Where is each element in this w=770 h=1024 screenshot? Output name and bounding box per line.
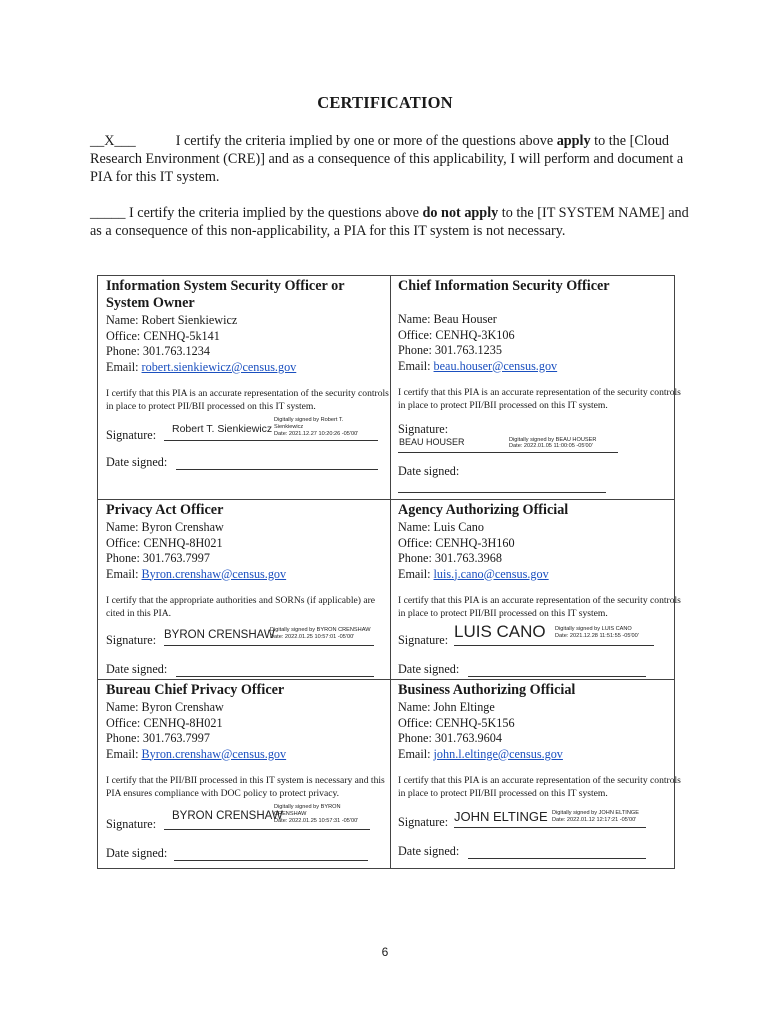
cell-certification: I certify that the PII/BII processed in this IT system is necessary and this PIA ensures compliance with DOC policy to protect privacy. (106, 775, 385, 799)
signature-label: Signature: (106, 633, 157, 647)
email-label: Email: (106, 359, 142, 374)
signature-meta-3: Date: 2022.01.25 10:57:31 -05'00' (274, 818, 359, 824)
date-label: Date signed: (106, 455, 168, 469)
signature-meta-1: Digitally signed by BYRON (274, 804, 341, 810)
cell-title: Information System Security Officer or System Owner (106, 278, 345, 311)
cell-email-row (106, 747, 390, 763)
date-label: Date signed: (106, 846, 168, 860)
cell-name: Name: Byron Crenshaw (106, 700, 224, 714)
signature-line (164, 829, 370, 830)
date-row (398, 464, 682, 494)
cell-ciso (398, 278, 682, 494)
signature-name: LUIS CANO (454, 622, 546, 641)
email-label: Email: (398, 746, 434, 761)
email-link[interactable]: john.l.eltinge@census.gov (433, 746, 563, 761)
cell-title: Privacy Act Officer (106, 502, 224, 518)
cell-isso (106, 278, 390, 473)
signature-row (398, 418, 682, 454)
certification-heading: CERTIFICATION (317, 93, 453, 112)
signature-label: Signature: (106, 428, 157, 442)
signature-line (164, 645, 374, 646)
cell-phone: Phone: 301.763.7997 (106, 731, 210, 745)
signature-line (454, 827, 646, 828)
apply-paragraph (90, 132, 690, 186)
email-label: Email: (398, 358, 434, 373)
signature-name: JOHN ELTINGE (454, 809, 548, 824)
apply-checkmark: __X___ (90, 133, 136, 149)
email-link[interactable]: Byron.crenshaw@census.gov (141, 566, 287, 581)
cell-title: Business Authorizing Official (398, 682, 576, 698)
cell-name: Name: Beau Houser (398, 312, 497, 326)
apply-text-start: I certify the criteria implied by one or more of the questions above (175, 133, 557, 149)
not-apply-text-start: I certify the criteria implied by the questions above (125, 205, 423, 221)
date-row (106, 846, 390, 864)
cell-email-row (398, 567, 682, 583)
not-apply-paragraph (90, 204, 690, 240)
cell-email-row (106, 567, 390, 583)
email-link[interactable]: Byron.crenshaw@census.gov (141, 746, 287, 761)
date-row (106, 455, 390, 473)
cell-privacy-act-officer (106, 502, 390, 680)
signature-meta-2: Date: 2022.01.12 12:17:21 -05'00' (552, 817, 637, 823)
signature-name: BYRON CRENSHAW (164, 629, 275, 641)
email-link[interactable]: beau.houser@census.gov (433, 358, 558, 373)
signature-label: Signature: (398, 422, 449, 436)
cell-title: Chief Information Security Officer (398, 278, 610, 294)
date-line (468, 676, 646, 677)
date-row (106, 662, 390, 680)
date-row (398, 662, 682, 680)
signature-label: Signature: (106, 817, 157, 831)
signature-line (398, 452, 618, 453)
signature-name: BYRON CRENSHAW (172, 810, 283, 822)
not-apply-text-end: to the [IT SYSTEM NAME] and as a consequence of this non-applicability, a PIA for this IT system is not necessary. (90, 205, 689, 239)
cell-certification: I certify that this PIA is an accurate representation of the security controls in place to protect PII/BII processed on this IT system. (398, 775, 681, 799)
date-label: Date signed: (398, 464, 460, 478)
signature-line (164, 440, 378, 441)
signature-table (97, 275, 681, 869)
date-line (176, 469, 378, 470)
cell-name: Name: Robert Sienkiewicz (106, 313, 238, 327)
signature-meta-3: Date: 2021.12.27 10:20:26 -05'00' (274, 431, 359, 437)
cell-name: Name: Byron Crenshaw (106, 520, 224, 534)
cell-certification: I certify that the appropriate authorities and SORNs (if applicable) are cited in this PIA. (106, 595, 376, 619)
cell-bureau-chief-privacy-officer (106, 682, 390, 864)
signature-label: Signature: (398, 633, 449, 647)
not-apply-checkmark: _____ (90, 205, 126, 221)
signature-meta-1: Digitally signed by BEAU HOUSER (509, 437, 597, 443)
signature-row (106, 626, 390, 648)
cell-phone: Phone: 301.763.1234 (106, 344, 210, 358)
page-number: 6 (381, 945, 389, 959)
date-line (468, 858, 646, 859)
email-label: Email: (106, 746, 142, 761)
cell-name: Name: Luis Cano (398, 520, 484, 534)
signature-name: Robert T. Sienkiewicz (172, 423, 273, 435)
table-divider-vertical (390, 276, 391, 868)
cell-phone: Phone: 301.763.7997 (106, 551, 210, 565)
signature-meta-2: Date: 2021.12.28 11:51:55 -05'00' (555, 633, 639, 639)
cell-office: Office: CENHQ-8H021 (106, 715, 223, 730)
cell-email-row (398, 747, 682, 763)
cell-certification: I certify that this PIA is an accurate representation of the security controls in place to protect PII/BII processed on this IT system. (398, 387, 681, 411)
cell-name: Name: John Eltinge (398, 700, 495, 714)
signature-meta-2: CRENSHAW (274, 811, 307, 817)
date-line (174, 860, 368, 861)
date-label: Date signed: (106, 662, 168, 676)
signature-line (454, 645, 654, 646)
cell-phone: Phone: 301.763.9604 (398, 731, 502, 745)
date-line (398, 492, 606, 493)
cell-office: Office: CENHQ-5k141 (106, 328, 220, 343)
date-row (398, 844, 682, 862)
table-divider-row1 (98, 499, 674, 500)
date-line (176, 676, 374, 677)
signature-row (106, 804, 390, 832)
signature-meta-1: Digitally signed by JOHN ELTINGE (552, 810, 639, 816)
signature-meta-1: Digitally signed by LUIS CANO (555, 626, 632, 632)
cell-agency-authorizing-official (398, 502, 682, 680)
cell-email-row (106, 360, 390, 376)
signature-row (398, 622, 682, 648)
signature-meta-2: Date: 2022.01.05 11:00:05 -05'00' (509, 443, 593, 449)
not-apply-bold: do not apply (422, 205, 499, 221)
date-label: Date signed: (398, 662, 460, 676)
cell-office: Office: CENHQ-3H160 (398, 535, 515, 550)
signature-row (398, 804, 682, 830)
cell-phone: Phone: 301.763.3968 (398, 551, 502, 565)
signature-meta-1: Digitally signed by BYRON CRENSHAW (270, 627, 371, 633)
signature-meta-2: Sienkiewicz (274, 424, 304, 430)
cell-certification: I certify that this PIA is an accurate representation of the security controls in place to protect PII/BII processed on this IT system. (106, 388, 389, 412)
cell-office: Office: CENHQ-5K156 (398, 715, 515, 730)
cell-business-authorizing-official (398, 682, 682, 862)
email-label: Email: (398, 566, 434, 581)
cell-email-row (398, 359, 682, 375)
apply-bold: apply (556, 133, 591, 149)
email-link[interactable]: robert.sienkiewicz@census.gov (141, 359, 297, 374)
apply-text-end: to the [Cloud Research Environment (CRE)] and as a consequence of this applicability, I will perform and document a PIA for this IT system. (90, 133, 684, 185)
email-link[interactable]: luis.j.cano@census.gov (433, 566, 549, 581)
signature-meta-2: Date: 2022.01.25 10:57:01 -05'00' (270, 634, 355, 640)
cell-certification: I certify that this PIA is an accurate representation of the security controls in place to protect PII/BII processed on this IT system. (398, 595, 681, 619)
cell-title: Bureau Chief Privacy Officer (106, 682, 285, 698)
date-label: Date signed: (398, 844, 460, 858)
email-label: Email: (106, 566, 142, 581)
cell-phone: Phone: 301.763.1235 (398, 343, 502, 357)
signature-meta-1: Digitally signed by Robert T. (274, 417, 344, 423)
cell-title: Agency Authorizing Official (398, 502, 569, 518)
cell-office: Office: CENHQ-8H021 (106, 535, 223, 550)
signature-label: Signature: (398, 815, 449, 829)
signature-row (106, 417, 390, 443)
cell-office: Office: CENHQ-3K106 (398, 327, 515, 342)
signature-name: BEAU HOUSER (399, 437, 465, 447)
